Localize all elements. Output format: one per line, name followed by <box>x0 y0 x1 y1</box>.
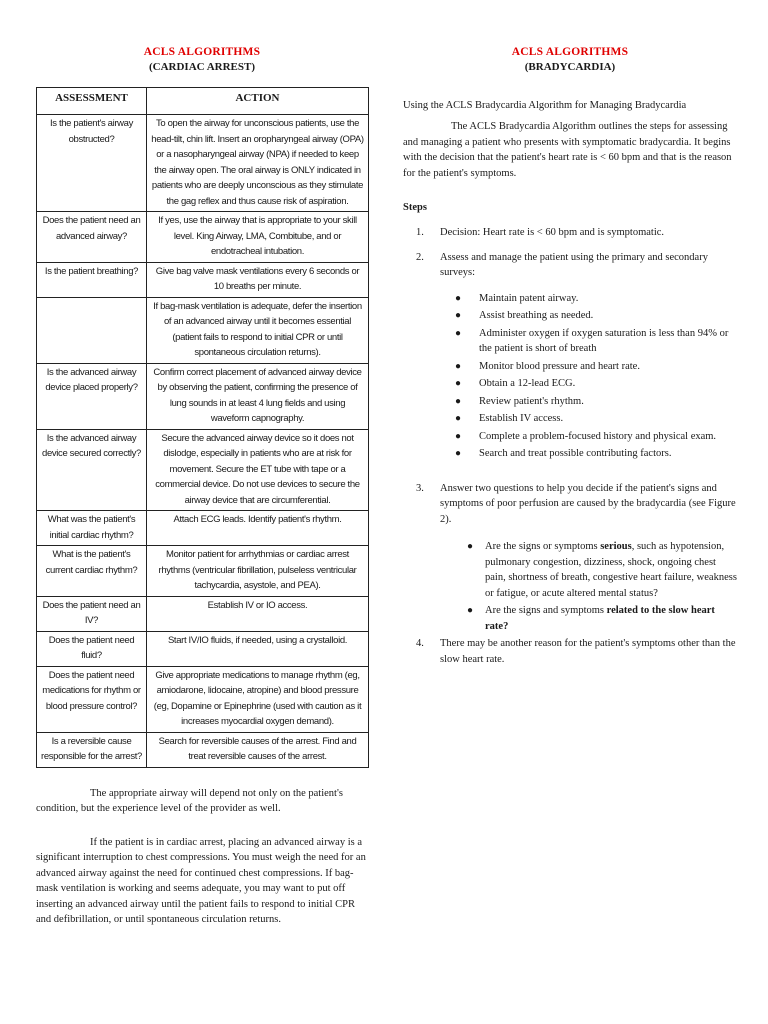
table-row <box>37 429 369 511</box>
assessment-cell: Is the patient's airway obstructed? <box>37 115 147 212</box>
list-item-text: Assist breathing as needed. <box>479 310 594 321</box>
action-cell: Search for reversible causes of the arrest. Find and treat reversible causes of the arrest. <box>147 732 369 767</box>
table-row <box>37 732 369 767</box>
bullet-icon: ● <box>455 310 462 321</box>
list-item <box>403 359 737 375</box>
airway-note: The appropriate airway will depend not only on the patient's condition, but the experience level of the provider as well. <box>36 787 343 814</box>
table-row <box>37 511 369 546</box>
list-item <box>403 429 737 445</box>
list-item <box>403 394 737 410</box>
bullet-icon: ● <box>455 430 462 442</box>
bullet-icon: ● <box>455 360 462 372</box>
assessment-cell: Is the advanced airway device placed properly? <box>37 363 147 429</box>
step-2 <box>403 250 737 281</box>
steps-heading: Steps <box>403 202 427 213</box>
table-row <box>37 596 369 631</box>
list-item <box>403 446 737 462</box>
action-cell: Give appropriate medications to manage rhythm (eg, amiodarone, lidocaine, atropine) and blood pressure (eg, Dopamine or Epinephrine (used with caution as it increases myocardial oxygen demand). <box>147 666 369 732</box>
list-item-text: Search and treat possible contributing factors. <box>479 448 672 459</box>
right-subtitle: (BRADYCARDIA) <box>524 61 616 73</box>
cardiac-arrest-note: If the patient is in cardiac arrest, placing an advanced airway is a significant interruption to chest compressions. You must weigh the need for an advanced airway against the need for continued chest compressions. If bag-mask ventilation is working and seems adequate, you may want to put off inserting an advanced airway until the patient fails to respond to initial CPR and defibrillation, or until spontaneous circulation returns. <box>36 836 366 925</box>
assessment-cell: Is the advanced airway device secured correctly? <box>37 429 147 511</box>
left-subtitle: (CARDIAC ARREST) <box>148 61 256 73</box>
table-row <box>37 297 369 363</box>
table-row <box>37 212 369 263</box>
action-cell: Start IV/IO fluids, if needed, using a crystalloid. <box>147 631 369 666</box>
action-cell: Monitor patient for arrhythmias or cardiac arrest rhythms (ventricular fibrillation, pulseless ventricular tachycardia, asystole, and PEA). <box>147 546 369 597</box>
left-column <box>36 0 368 938</box>
list-item-text: Monitor blood pressure and heart rate. <box>479 360 640 372</box>
question-1-start: Are the signs or symptoms <box>485 541 601 552</box>
bradycardia-intro: Using the ACLS Bradycardia Algorithm for Managing Bradycardia <box>403 100 687 111</box>
action-header: ACTION <box>147 88 369 115</box>
step-4 <box>403 636 737 667</box>
action-cell: Confirm correct placement of advanced airway device by observing the patient, confirming the presence of lung sounds in at least 4 lung fields and using waveform capnography. <box>147 363 369 429</box>
question-1-end: , such as hypotension, pulmonary congestion, dizziness, shock, ongoing chest pain, shortness of breath, congestive heart failure, weakness or fatigue, or acute altered mental status? <box>485 541 737 599</box>
bullet-icon: ● <box>455 413 462 424</box>
list-item-text: Complete a problem-focused history and physical exam. <box>479 430 717 442</box>
list-item <box>403 376 737 392</box>
bullet-icon: ● <box>455 327 462 339</box>
table-body <box>37 115 369 768</box>
bullet-icon: ● <box>455 292 462 304</box>
table-row <box>37 666 369 732</box>
step-2-text: Assess and manage the patient using the primary and secondary surveys: <box>440 251 708 278</box>
assessment-header: ASSESSMENT <box>37 88 147 115</box>
step-1 <box>403 225 737 241</box>
step-4-text: There may be another reason for the patient's symptoms other than the slow heart rate. <box>440 638 736 665</box>
step-3-text: Answer two questions to help you decide if the patient's signs and symptoms of poor perfusion are caused by the bradycardia (see Figure 2). <box>440 482 736 525</box>
assessment-cell: Does the patient need medications for rhythm or blood pressure control? <box>37 666 147 732</box>
bullet-icon: ● <box>467 605 474 616</box>
table-row <box>37 262 369 297</box>
question-1-bold: serious <box>600 541 632 552</box>
right-column <box>403 0 737 667</box>
bullet-icon: ● <box>455 395 462 407</box>
cardiac-arrest-table <box>36 87 369 768</box>
step-1-number: 1. <box>416 227 424 238</box>
left-title: ACLS ALGORITHMS <box>143 46 261 58</box>
step-3-number: 3. <box>416 482 424 494</box>
table-row <box>37 363 369 429</box>
bullet-icon: ● <box>455 378 462 389</box>
step-3 <box>403 481 737 528</box>
table-row <box>37 546 369 597</box>
bullet-icon: ● <box>467 541 474 552</box>
right-title: ACLS ALGORITHMS <box>511 46 629 58</box>
list-item <box>403 326 737 357</box>
list-item-text: Administer oxygen if oxygen saturation is less than 94% or the patient is short of breath <box>479 327 729 354</box>
question-related <box>403 603 737 634</box>
assessment-cell: Is the patient breathing? <box>37 262 147 297</box>
bullet-icon: ● <box>455 448 462 459</box>
list-item-text: Maintain patent airway. <box>479 292 579 304</box>
assessment-cell: Does the patient need an IV? <box>37 596 147 631</box>
list-item-text: Obtain a 12-lead ECG. <box>479 378 576 389</box>
question-2-start: Are the signs and symptoms <box>485 605 607 616</box>
action-cell: Secure the advanced airway device so it does not dislodge, especially in patients who are at risk for movement. Secure the ET tube with tape or a commercial device. Do not use devices to secure the airway device that are circumferential. <box>147 429 369 511</box>
table-header-row <box>37 88 369 115</box>
step-2-number: 2. <box>416 251 424 263</box>
action-cell: If yes, use the airway that is appropriate to your skill level. King Airway, LMA, Combitube, and or endotracheal intubation. <box>147 212 369 263</box>
step-1-text: Decision: Heart rate is < 60 bpm and is symptomatic. <box>440 227 665 238</box>
list-item <box>403 308 737 324</box>
action-cell: Establish IV or IO access. <box>147 596 369 631</box>
step-2-bullet-list <box>403 291 737 462</box>
assessment-cell: What is the patient's current cardiac rhythm? <box>37 546 147 597</box>
question-serious <box>403 539 737 601</box>
assessment-cell: Is a reversible cause responsible for the arrest? <box>37 732 147 767</box>
action-cell: To open the airway for unconscious patients, use the head-tilt, chin lift. Insert an oropharyngeal airway (OPA) or a nasopharyngeal airway (NPA) if needed to keep the airway open. The oral airway is ONLY indicated in patients who are deeply unconscious as they stimulate the gag reflex and thus cause risk of aspiration. <box>147 115 369 212</box>
action-cell: If bag-mask ventilation is adequate, defer the insertion of an advanced airway until it becomes essential (patient fails to respond to initial CPR or until spontaneous circulation returns). <box>147 297 369 363</box>
assessment-cell: What was the patient's initial cardiac rhythm? <box>37 511 147 546</box>
step-3-question-list <box>403 539 737 634</box>
assessment-cell <box>37 297 147 363</box>
bradycardia-description: The ACLS Bradycardia Algorithm outlines the steps for assessing and managing a patient who presents with symptomatic bradycardia. It begins with the decision that the patient's heart rate is < 60 bpm and that is the reason for the patient's symptoms. <box>403 121 732 179</box>
assessment-cell: Does the patient need fluid? <box>37 631 147 666</box>
assessment-cell: Does the patient need an advanced airway? <box>37 212 147 263</box>
list-item-text: Review patient's rhythm. <box>479 395 584 407</box>
list-item-text: Establish IV access. <box>479 413 564 424</box>
action-cell: Attach ECG leads. Identify patient's rhythm. <box>147 511 369 546</box>
table-row <box>37 115 369 212</box>
list-item <box>403 411 737 427</box>
table-row <box>37 631 369 666</box>
action-cell: Give bag valve mask ventilations every 6 seconds or 10 breaths per minute. <box>147 262 369 297</box>
question-2-bold: related to the slow heart rate? <box>485 605 715 632</box>
step-4-number: 4. <box>416 638 424 649</box>
list-item <box>403 291 737 307</box>
